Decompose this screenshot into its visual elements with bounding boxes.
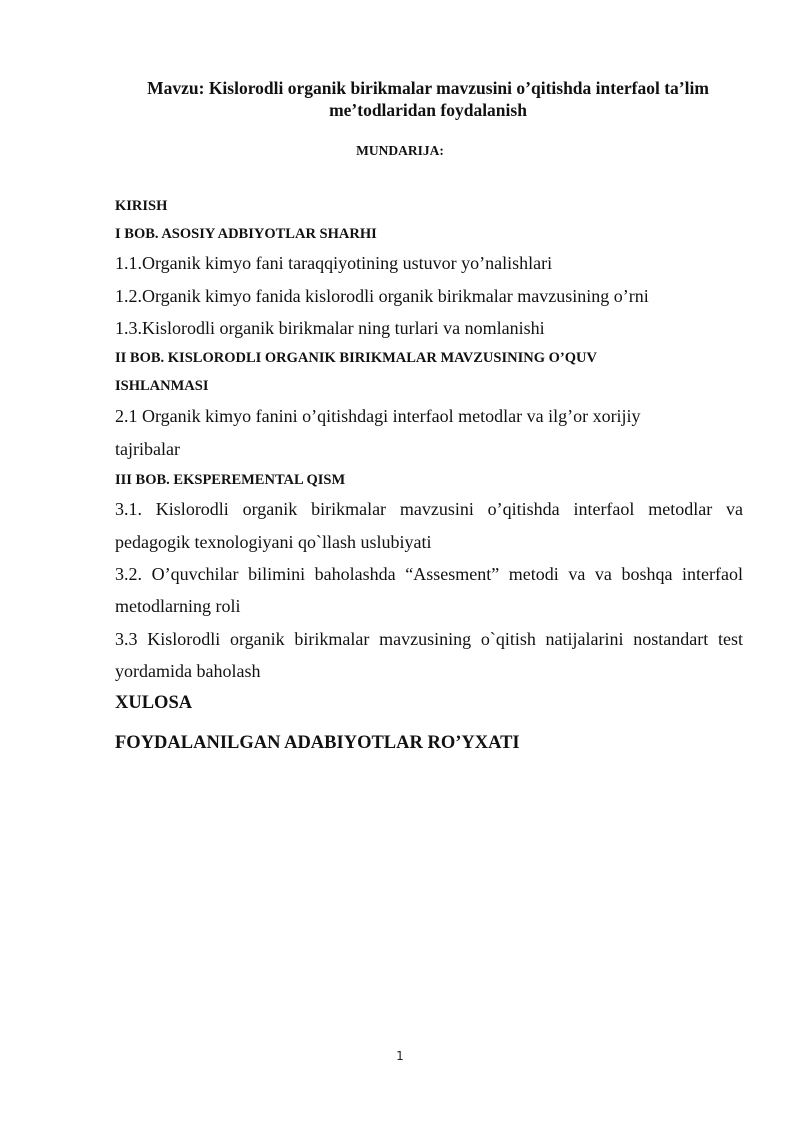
toc-entry-2-1-cont: tajribalar bbox=[115, 439, 180, 459]
toc-entry-chapter-3: III BOB. EKSPEREMENTAL QISM bbox=[115, 472, 346, 488]
document-title: Mavzu: Kislorodli organik birikmalar mavzusini o’qitishda interfaol ta’lim me’todlaridan foydalanish bbox=[147, 78, 709, 120]
toc-entry-2-1: 2.1 Organik kimyo fanini o’qitishdagi interfaol metodlar va ilg’or xorijiy bbox=[115, 406, 641, 426]
toc-entry-3-3: 3.3 Kislorodli organik birikmalar mavzusining o`qitish natijalarini nostandart test bbox=[115, 629, 743, 649]
toc-entry-chapter-2-cont: ISHLANMASI bbox=[115, 378, 209, 394]
toc-entry-3-3-cont: yordamida baholash bbox=[115, 661, 261, 681]
toc-entry-1-2: 1.2.Organik kimyo fanida kislorodli organik birikmalar mavzusining o’rni bbox=[115, 286, 649, 306]
toc-entry-3-2-cont: metodlarning roli bbox=[115, 596, 241, 616]
toc-entry-references: FOYDALANILGAN ADABIYOTLAR RO’YXATI bbox=[115, 733, 520, 753]
toc-entry-3-1: 3.1. Kislorodli organik birikmalar mavzusini o’qitishda interfaol metodlar va bbox=[115, 499, 743, 519]
toc-entry-chapter-2: II BOB. KISLORODLI ORGANIK BIRIKMALAR MAVZUSINING O’QUV bbox=[115, 350, 597, 366]
toc-entry-1-1: 1.1.Organik kimyo fani taraqqiyotining ustuvor yo’nalishlari bbox=[115, 253, 553, 273]
toc-entry-3-1-cont: pedagogik texnologiyani qo`llash uslubiyati bbox=[115, 532, 432, 552]
toc-heading: MUNDARIJA: bbox=[356, 143, 444, 158]
toc-entry-1-3: 1.3.Kislorodli organik birikmalar ning turlari va nomlanishi bbox=[115, 318, 545, 338]
toc-entry-chapter-1: I BOB. ASOSIY ADBIYOTLAR SHARHI bbox=[115, 226, 377, 242]
toc-entry-conclusion: XULOSA bbox=[115, 693, 193, 713]
page-number: 1 bbox=[396, 1049, 404, 1063]
toc-entry-3-2: 3.2. O’quvchilar bilimini baholashda “Assesment” metodi va va boshqa interfaol bbox=[115, 564, 743, 584]
toc-entry-intro: KIRISH bbox=[115, 198, 168, 214]
